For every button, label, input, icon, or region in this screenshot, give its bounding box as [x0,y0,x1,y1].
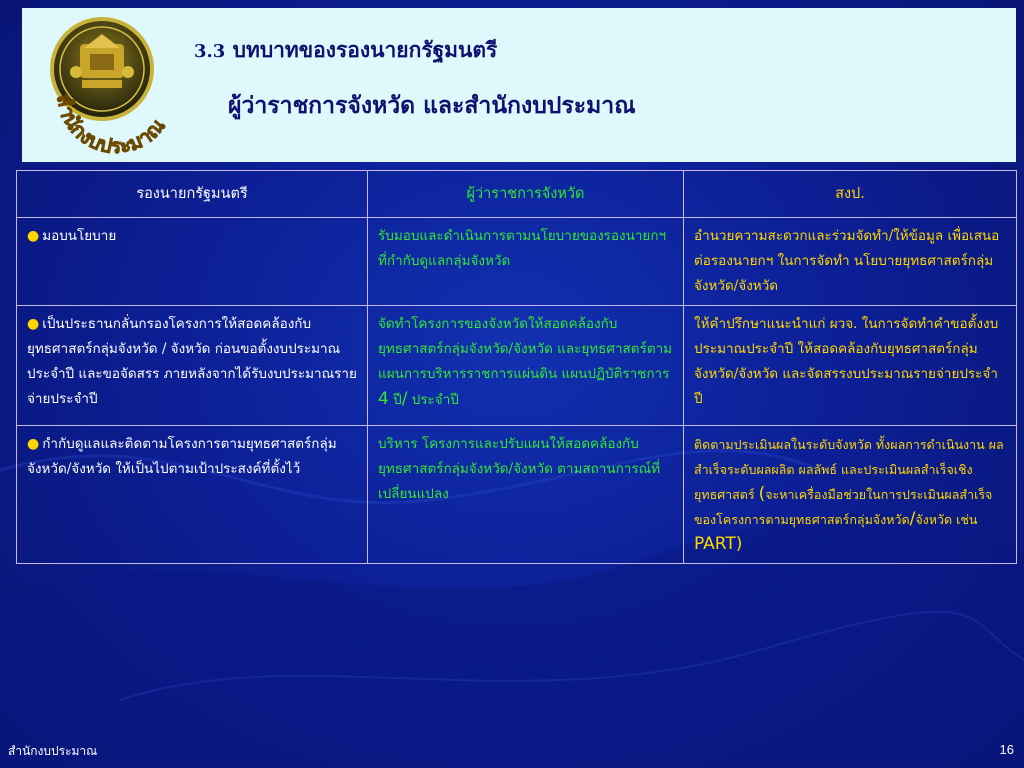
section-number: 3.3 [194,41,226,62]
row2-col2-text: จัดทำโครงการของจังหวัดให้สอดคล้องกับยุทธศาสตร์กลุ่มจังหวัด/จังหวัด และยุทธศาสตร์ตามแผนการบริหารราชการแผ่นดิน แผนปฏิบัติราชการ [378,316,673,382]
header-deputy-pm: รองนายกรัฐมนตรี [17,171,368,218]
row2-col2-annual: ประจำปี [411,392,459,408]
row2-col2-slash: / [401,389,408,409]
header-governor: ผู้ว่าราชการจังหวัด [368,171,684,218]
row3-col3-paren: ( [758,484,766,504]
row3-col1-text: กำกับดูแลและติดตามโครงการตามยุทธศาสตร์กลุ่มจังหวัด/จังหวัด ให้เป็นไปตามเป้าประสงค์ที่ตั้งไว้ [27,436,337,477]
roles-table [16,170,1017,564]
bullet-icon: ● [27,228,40,244]
row3-budget-cell [684,426,1017,564]
footer-organization: สำนักงบประมาณ [8,744,98,758]
title-text-1: บทบาทของรองนายกรัฐมนตรี [232,37,498,62]
row3-col3-text-c: จังหวัด เช่น [915,512,978,527]
row3-col3-text-a: ติดตามประเมินผลในระดับจังหวัด ทั้งผลการดำเนินงาน ผลสำเร็จระดับผลผลิต ผลลัพธ์ และประเมินผลสำเร็จเชิงยุทธศาสตร์ [694,437,1004,502]
seal-text: สำนักงบประมาณ [51,92,170,158]
table-row [17,426,1017,564]
slide-title-line1 [194,34,497,67]
row2-budget-cell: ให้คำปรึกษาแนะนำแก่ ผวจ. ในการจัดทำคำขอตั้งงบประมาณประจำปี ให้สอดคล้องกับยุทธศาสตร์กลุ่มจังหวัด/จังหวัด และจัดสรรงบประมาณรายจ่ายประจำปี [684,306,1017,426]
page-number: 16 [999,742,1014,757]
row2-col1-text: เป็นประธานกลั่นกรองโครงการให้สอดคล้องกับยุทธศาสตร์กลุ่มจังหวัด / จังหวัด ก่อนขอตั้งงบประมาณประจำปี และขอจัดสรร ภายหลังจากได้รับงบประมาณรายจ่ายประจำปี [27,316,357,407]
header-budget-bureau: สงป. [684,171,1017,218]
row2-col2-number: 4 [378,389,389,409]
row3-deputy-pm-cell [17,426,368,564]
row1-col1-text: มอบนโยบาย [42,228,117,244]
row2-deputy-pm-cell [17,306,368,426]
bullet-icon: ● [27,436,40,452]
row1-deputy-pm-cell [17,218,368,306]
table-row [17,306,1017,426]
row3-col3-part: PART) [694,534,743,554]
row2-col2-year: ปี [393,392,402,408]
bullet-icon: ● [27,316,40,332]
row1-governor-cell: รับมอบและดำเนินการตามนโยบายของรองนายกฯ ที่กำกับดูแลกลุ่มจังหวัด [368,218,684,306]
row1-budget-cell: อำนวยความสะดวกและร่วมจัดทำ/ให้ข้อมูล เพื่อเสนอต่อรองนายกฯ ในการจัดทำ นโยบายยุทธศาสตร์กลุ่มจังหวัด/จังหวัด [684,218,1017,306]
row3-col3-text-b: จะหาเครื่องมือช่วยในการประเมินผลสำเร็จของโครงการตามยุทธศาสตร์กลุ่มจังหวัด [694,487,993,527]
table-row [17,218,1017,306]
slide-title-line2: ผู้ว่าราชการจังหวัด และสำนักงบประมาณ [228,92,636,119]
row3-governor-cell: บริหาร โครงการและปรับแผนให้สอดคล้องกับยุทธศาสตร์กลุ่มจังหวัด/จังหวัด ตามสถานการณ์ที่เปลี่ยนแปลง [368,426,684,564]
table-header-row [17,171,1017,218]
row3-col3-slash: / [909,509,916,529]
row2-governor-cell [368,306,684,426]
budget-bureau-seal-icon [40,14,190,162]
title-header-panel [22,8,1016,162]
